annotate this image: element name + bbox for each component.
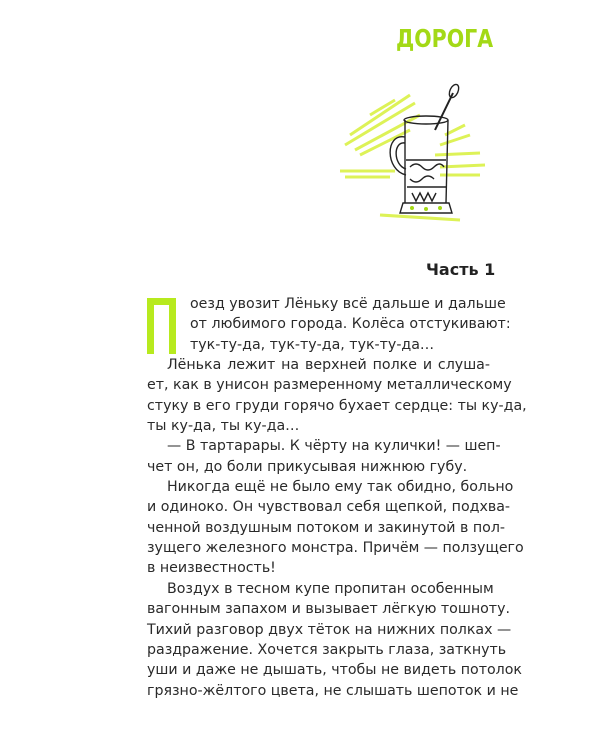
text-line: и одиноко. Он чувствовал себя щепкой, подхва- xyxy=(147,499,511,516)
text-line: в неизвестность! xyxy=(147,560,276,577)
text-line: — В тартарары. К чёрту на кулички! — шеп- xyxy=(167,438,501,455)
text-line: оезд увозит Лёньку всё дальше и дальше xyxy=(190,296,506,312)
chapter-title: ДОРОГА xyxy=(396,24,494,53)
text-line: Воздух в тесном купе пропитан особенным xyxy=(167,580,494,597)
text-line: от любимого города. Колёса отстукивают: xyxy=(190,316,511,333)
text-line: грязно-жёлтого цвета, не слышать шепоток и не xyxy=(147,682,519,699)
text-line: ет, как в унисон размеренному металлическому xyxy=(147,377,512,394)
text-line: стуку в его груди горячо бухает сердце: ты ку-да, xyxy=(147,397,527,414)
text-line: зущего железного монстра. Причём — ползущего xyxy=(147,540,524,557)
text-line: Никогда ещё не было ему так обидно, больно xyxy=(167,479,514,496)
yellow-scribble-background xyxy=(340,95,485,220)
text-line: вагонным запахом и вызывает лёгкую тошноту. xyxy=(147,601,510,618)
body-text xyxy=(147,294,527,701)
tea-glass-holder-illustration xyxy=(340,75,490,225)
text-line: уши и даже не дышать, чтобы не видеть потолок xyxy=(147,662,522,679)
part-heading: Часть 1 xyxy=(426,260,496,279)
text-line: раздражение. Хочется закрыть глаза, заткнуть xyxy=(147,641,507,658)
text-line: ченной воздушным потоком и закинутой в пол- xyxy=(147,519,506,536)
text-line: Тихий разговор двух тёток на нижних полках — xyxy=(147,621,512,638)
text-line: Лёнька лежит на верхней полке и слуша- xyxy=(167,357,490,374)
text-line: чет он, до боли прикусывая нижнюю губу. xyxy=(147,458,468,475)
text-line: ты ку-да, ты ку-да… xyxy=(147,418,300,435)
green-accents xyxy=(410,206,442,211)
text-line: тук-ту-да, тук-ту-да, тук-ту-да… xyxy=(190,336,435,353)
